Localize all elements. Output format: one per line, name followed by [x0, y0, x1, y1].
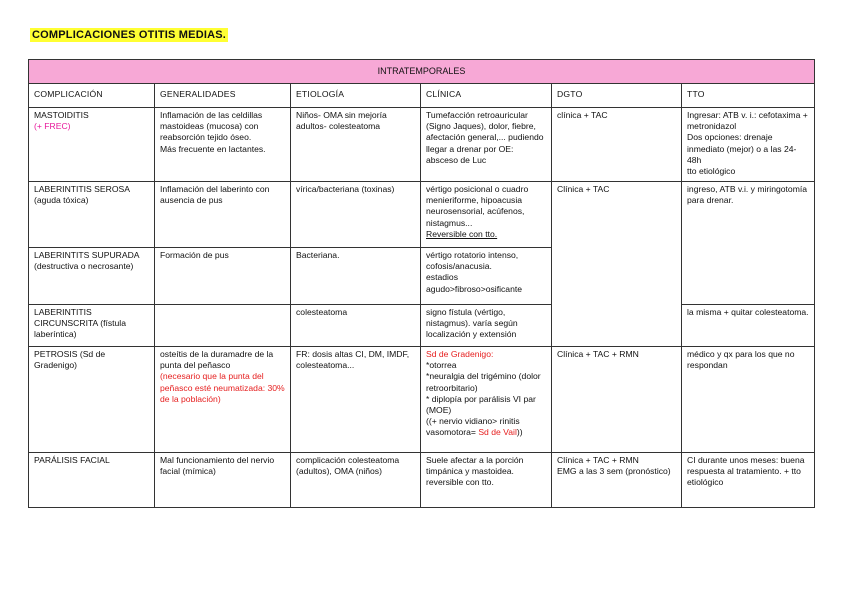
cell-generalidades: [155, 182, 291, 248]
cell-text: ((+ nervio vidiano> rinitis vasomotora=: [426, 416, 520, 438]
table-row: [29, 453, 815, 508]
cell-text: tto etiológico: [687, 166, 736, 177]
cell-text: CI durante unos meses: buena respuesta al tratamiento. + tto etiológico: [687, 455, 805, 488]
cell-clinica: [421, 108, 552, 182]
header-etiologia: ETIOLOGÍA: [291, 84, 421, 108]
table-row: [29, 108, 815, 182]
cell-text: LABERINTITS SUPURADA (destructiva o necrosante): [34, 250, 140, 272]
cell-dgto: [552, 182, 682, 347]
cell-text-highlight: Sd de Vail: [478, 427, 517, 438]
cell-generalidades: [155, 108, 291, 182]
cell-tto: [682, 453, 815, 508]
cell-generalidades: [155, 248, 291, 305]
cell-text: LABERINTITIS SEROSA: [34, 184, 130, 194]
header-tto: TTO: [682, 84, 815, 108]
cell-complicacion: [29, 305, 155, 347]
cell-text: Clínica + TAC: [557, 184, 610, 194]
cell-text: Inflamación de las celdillas mastoideas (mucosa) con reabsorción tejido óseo.: [160, 110, 263, 143]
cell-generalidades: [155, 453, 291, 508]
cell-tto: [682, 182, 815, 305]
cell-tto: [682, 108, 815, 182]
cell-tto: [682, 305, 815, 347]
header-dgto: DGTO: [552, 84, 682, 108]
cell-text: signo fístula (vértigo, nistagmus). varía según localización y extensión: [426, 307, 518, 340]
cell-clinica: [421, 453, 552, 508]
cell-clinica: [421, 182, 552, 248]
complications-table: [28, 59, 815, 508]
cell-etiologia: [291, 453, 421, 508]
cell-text: Ingresar: ATB v. i.: cefotaxima + metronidazol: [687, 110, 808, 132]
cell-text: (aguda tóxica): [34, 195, 89, 206]
cell-text: Mal funcionamiento del nervio facial (mímica): [160, 455, 275, 477]
section-header-row: [29, 60, 815, 84]
document-title: COMPLICACIONES OTITIS MEDIAS.: [32, 29, 227, 41]
cell-etiologia: [291, 347, 421, 453]
cell-tto: [682, 347, 815, 453]
cell-complicacion: [29, 108, 155, 182]
cell-text: médico y qx para los que no respondan: [687, 349, 795, 371]
cell-text: Suele afectar a la porción timpánica y mastoidea. reversible con tto.: [426, 455, 524, 488]
cell-text-underlined: Reversible con tto.: [426, 228, 498, 239]
cell-text: Clínica + TAC + RMN: [557, 455, 639, 465]
cell-dgto: [552, 108, 682, 182]
header-clinica: CLÍNICA: [421, 84, 552, 108]
cell-text: Más frecuente en lactantes.: [160, 143, 266, 154]
cell-clinica: [421, 347, 552, 453]
column-header-row: [29, 84, 815, 108]
cell-text: ingreso, ATB v.i. y miringotomía para drenar.: [687, 184, 808, 206]
cell-text: complicación colesteatoma (adultos), OMA (niños): [296, 455, 400, 477]
cell-text: MASTOIDITIS: [34, 110, 89, 120]
cell-text: PARÁLISIS FACIAL: [34, 455, 110, 465]
cell-text: vírica/bacteriana (toxinas): [296, 184, 395, 194]
header-generalidades: GENERALIDADES: [155, 84, 291, 108]
cell-generalidades: [155, 305, 291, 347]
cell-complicacion: [29, 248, 155, 305]
cell-text-highlight: (+ FREC): [34, 121, 71, 132]
cell-text: FR: dosis altas CI, DM, IMDF, colesteatoma...: [296, 349, 410, 371]
cell-text: osteítis de la duramadre de la punta del peñasco: [160, 349, 274, 371]
section-title: INTRATEMPORALES: [29, 60, 815, 84]
cell-text: Clínica + TAC + RMN: [557, 349, 639, 359]
cell-text: EMG a las 3 sem (pronóstico): [557, 466, 671, 477]
cell-text: * diplopía por parálisis VI par (MOE): [426, 393, 536, 416]
cell-text: adultos- colesteatoma: [296, 121, 381, 132]
cell-text: [426, 416, 547, 438]
cell-complicacion: [29, 453, 155, 508]
cell-text: Dos opciones: drenaje inmediato (mejor) o a las 24-48h: [687, 132, 797, 165]
cell-text: colesteatoma: [296, 307, 348, 317]
cell-etiologia: [291, 182, 421, 248]
cell-text-highlight: (necesario que la punta del peñasco esté neumatizada: 30% de la población): [160, 371, 285, 404]
cell-text: Formación de pus: [160, 250, 229, 260]
cell-etiologia: [291, 305, 421, 347]
cell-complicacion: [29, 347, 155, 453]
cell-text: Niños- OMA sin mejoría: [296, 110, 387, 120]
table-row: [29, 182, 815, 248]
cell-text: PETROSIS (Sd de Gradenigo): [34, 349, 106, 371]
table-row: [29, 347, 815, 453]
cell-text: Inflamación del laberinto con ausencia de pus: [160, 184, 270, 206]
cell-text: Bacteriana.: [296, 250, 340, 260]
cell-clinica: [421, 305, 552, 347]
cell-etiologia: [291, 248, 421, 305]
cell-generalidades: [155, 347, 291, 453]
cell-text: *neuralgia del trigémino (dolor retroorbitario): [426, 371, 541, 393]
cell-text: Tumefacción retroauricular (Signo Jaques), dolor, fiebre, afectación general,... pudiendo llegar a drenar por OE: absceso de Luc: [426, 110, 544, 165]
cell-text: estadios agudo>fibroso>osificante: [426, 272, 523, 294]
cell-text: *otorrea: [426, 360, 457, 371]
cell-dgto: [552, 453, 682, 508]
cell-complicacion: [29, 182, 155, 248]
cell-text: )): [516, 427, 523, 438]
cell-text: LABERINTITIS CIRCUNSCRITA (fístula laberíntica): [34, 307, 126, 340]
cell-dgto: [552, 347, 682, 453]
cell-etiologia: [291, 108, 421, 182]
cell-clinica: [421, 248, 552, 305]
cell-text: vértigo rotatorio intenso, cofosis/anacusia.: [426, 250, 519, 272]
cell-text: la misma + quitar colesteatoma.: [687, 307, 809, 317]
cell-text: vértigo posicional o cuadro menieriforme, hipoacusia neurosensorial, acúfenos, nistagmus...: [426, 184, 529, 228]
header-complicacion: COMPLICACIÓN: [29, 84, 155, 108]
cell-text: clínica + TAC: [557, 110, 608, 120]
table-row: [29, 305, 815, 347]
cell-text-highlight: Sd de Gradenigo:: [426, 349, 494, 359]
